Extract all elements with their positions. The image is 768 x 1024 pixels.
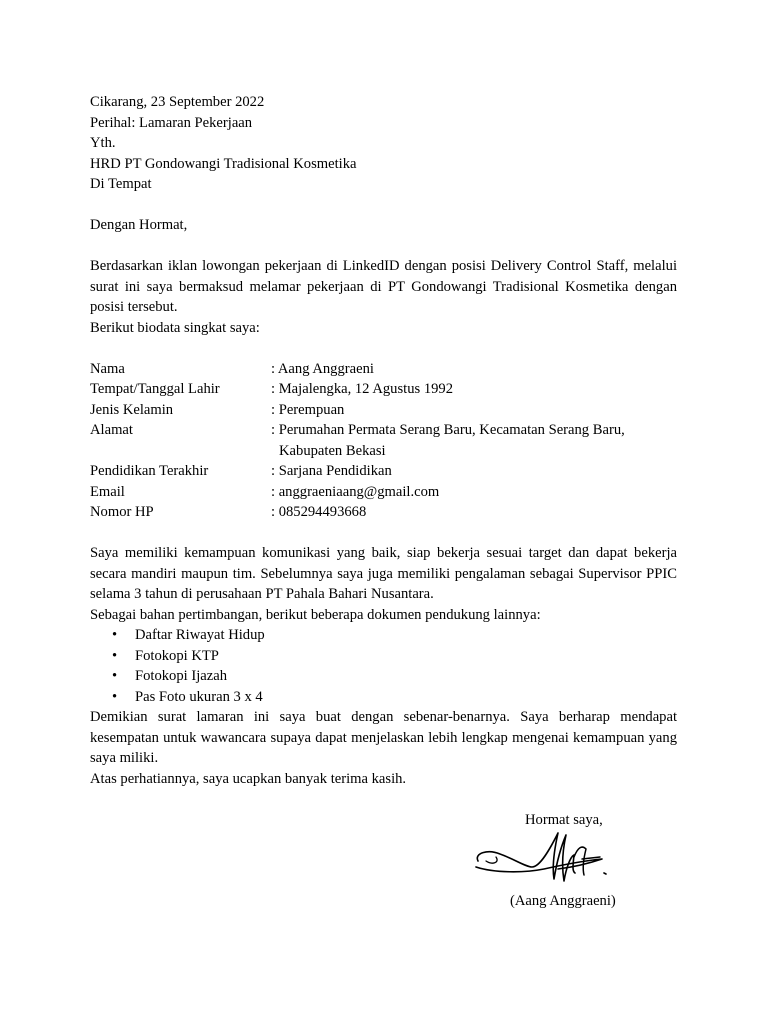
- biodata-row: [90, 400, 677, 421]
- biodata-label: Tempat/Tanggal Lahir: [90, 381, 220, 397]
- subject-line: Perihal: Lamaran Pekerjaan: [90, 114, 253, 131]
- documents-list: [90, 625, 677, 707]
- biodata-value: : Aang Anggraeni: [271, 360, 374, 377]
- closing-paragraph: Demikian surat lamaran ini saya buat dengan sebenar-benarnya. Saya berharap mendapat kesempatan untuk wawancara supaya dapat menjelaskan lebih lengkap mengenai kemampuan yang saya miliki.: [90, 709, 677, 766]
- biodata-row: [90, 359, 677, 380]
- biodata-value: : Perempuan: [271, 401, 345, 418]
- recipient-location: Di Tempat: [90, 176, 152, 192]
- signatory-name: (Aang Anggraeni): [510, 893, 616, 909]
- biodata-value-address: [271, 420, 677, 461]
- recipient: HRD PT Gondowangi Tradisional Kosmetika: [90, 155, 357, 172]
- bullet-icon: •: [112, 627, 118, 643]
- biodata-lead: Berikut biodata singkat saya:: [90, 319, 260, 336]
- bullet-icon: •: [112, 647, 118, 664]
- biodata-label: Alamat: [90, 422, 133, 438]
- address-line-1: : Perumahan Permata Serang Baru, Kecamatan Serang Baru,: [271, 422, 625, 438]
- biodata-label: Pendidikan Terakhir: [90, 463, 209, 479]
- biodata-row: [90, 502, 677, 523]
- address-line-2: Kabupaten Bekasi: [279, 442, 386, 459]
- biodata-label: Email: [90, 483, 125, 500]
- documents-lead: Sebagai bahan pertimbangan, berikut beberapa dokumen pendukung lainnya:: [90, 606, 541, 623]
- intro-paragraph: Berdasarkan iklan lowongan pekerjaan di LinkedID dengan posisi Delivery Control Staff, melalui surat ini saya bermaksud melamar pekerjaan di PT Gondowangi Tradisional Kosmetika dengan posisi tersebut.: [90, 258, 677, 315]
- biodata-label: Nama: [90, 360, 125, 377]
- thanks-line: Atas perhatiannya, saya ucapkan banyak terima kasih.: [90, 770, 407, 787]
- greeting: Dengan Hormat,: [90, 217, 188, 233]
- biodata-label: Nomor HP: [90, 504, 154, 520]
- biodata-value: : Sarjana Pendidikan: [271, 463, 392, 479]
- biodata-row: [90, 420, 677, 461]
- place-date: Cikarang, 23 September 2022: [90, 94, 265, 110]
- biodata-row: [90, 482, 677, 503]
- list-item: • Fotokopi KTP: [90, 646, 677, 667]
- biodata-value: : Majalengka, 12 Agustus 1992: [271, 381, 454, 397]
- list-item: • Daftar Riwayat Hidup: [90, 625, 677, 646]
- bullet-icon: •: [112, 688, 118, 705]
- biodata-row: [90, 461, 677, 482]
- biodata-table: [90, 359, 677, 523]
- signature-image: [474, 827, 619, 897]
- biodata-value: : anggraeniaang@gmail.com: [271, 483, 440, 500]
- letter: [90, 92, 677, 909]
- salutation-yth: Yth.: [90, 135, 116, 151]
- biodata-label: Jenis Kelamin: [90, 401, 174, 418]
- regards-text: Hormat saya,: [525, 812, 603, 828]
- list-item: • Pas Foto ukuran 3 x 4: [90, 687, 677, 708]
- list-item: • Fotokopi Ijazah: [90, 666, 677, 687]
- bullet-icon: •: [112, 668, 118, 684]
- biodata-value: : 085294493668: [271, 504, 367, 520]
- biodata-row: [90, 379, 677, 400]
- experience-paragraph: Saya memiliki kemampuan komunikasi yang baik, siap bekerja sesuai target dan dapat bekerja secara mandiri maupun tim. Sebelumnya saya juga memiliki pengalaman sebagai Supervisor PPIC selama 3 tahun di perusahaan PT Pahala Bahari Nusantara.: [90, 545, 677, 602]
